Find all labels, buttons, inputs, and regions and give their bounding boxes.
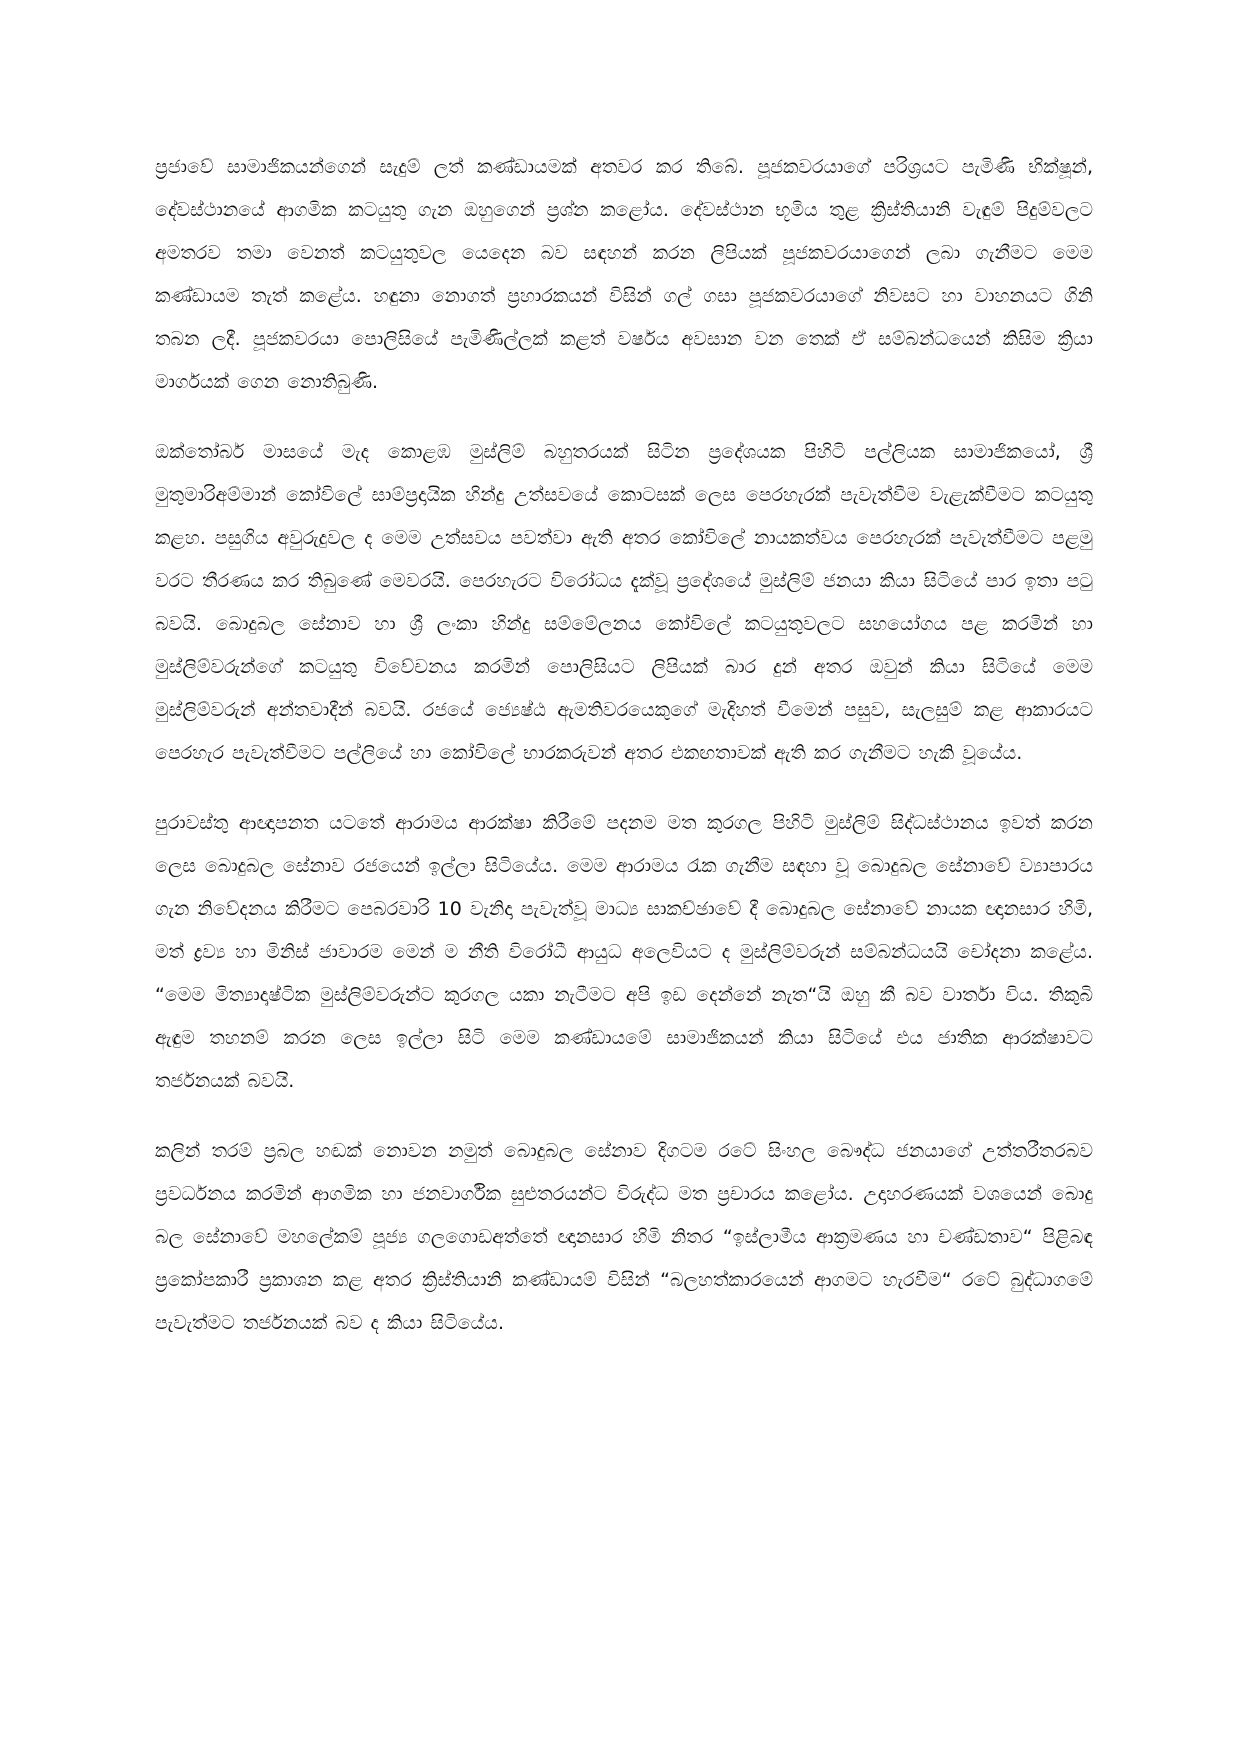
paragraph-temple-procession: ඔක්තෝබර් මාසයේ මැද කොළඹ මුස්ලිම් බහුතරයක් සිටින ප්‍රදේශයක පිහිටි පල්ලියක සාමාජිකයෝ, ශ්‍රී මුතුමාරිඅම්මාන් කෝවිලේ සාම්ප්‍රදායික හින්දු උත්සවයේ කොටසක් ලෙස පෙරහැරක් පැවැත්වීම වැළැක්වීමට කටයුතු කළහ. පසුගිය අවුරුදුවල ද මෙම උත්සවය පවත්වා ඇති අතර කෝවිලේ නායකත්වය පෙරහැරක් පැවැත්වීමට පළමු වරට තීරණය කර තිබුණේ මෙවරයි. පෙරහැරට විරෝධය දැක්වූ ප්‍රදේශයේ මුස්ලිම් ජනයා කියා සිටියේ පාර ඉතා පටු බවයි. බොදුබල සේනාව හා ශ්‍රී ලංකා හින්දු සම්මේලනය කෝවිලේ කටයුතුවලට සහයෝගය පළ කරමින් හා මුස්ලිම්වරුන්ගේ කටයුතු විවේචනය කරමින් පොලිසියට ලිපියක් බාර දුන් අතර ඔවුන් කියා සිටියේ මෙම මුස්ලිම්වරුන් අන්තවාදීන් බවයි. රජයේ ජ්‍යෙෂ්ඨ ඇමතිවරයෙකුගේ මැදිහත් වීමෙන් පසුව, සැලසුම් කළ ආකාරයට පෙරහැර පැවැත්වීමට පල්ලියේ හා කෝවිලේ භාරකරුවන් අතර එකඟතාවක් ඇති කර ගැනීමට හැකි වූයේය. bbox=[155, 441, 1093, 764]
paragraph-bbs-campaign: කලින් තරම් ප්‍රබල හඬක් නොවන නමුත් බොදුබල සේනාව දිගටම රටේ සිංහල බෞද්ධ ජනයාගේ උත්තරීතරබව ප්‍රවර්ධනය කරමින් ආගමික හා ජනවාර්ගික සුළුතරයන්ට විරුද්ධ මත ප්‍රචාරය කළෝය. උදාහරණයක් වශයෙන් බොදු බල සේනාවේ මහලේකම් පූජ්‍ය ගලගොඩඅත්තේ ඥානසාර හිමි නිතර “ඉස්ලාමීය ආක්‍රමණය හා චණ්ඩතාව“ පිළිබඳ ප්‍රකෝපකාරී ප්‍රකාශන කළ අතර ක්‍රිස්තියානි කණ්ඩායම් විසින් “බලහත්කාරයෙන් ආගමට හැරවීම“ රටේ බුද්ධාගමේ පැවැත්මට තර්ජනයක් බව ද කියා සිටියේය. bbox=[155, 1140, 1093, 1334]
paragraph-kuragala-shrine: පුරාවස්තු ආඥාපනත යටතේ ආරාමය ආරක්ෂා කිරීමේ පදනම මත කුරගල පිහිටි මුස්ලිම් සිද්ධස්ථානය ඉවත් කරන ලෙස බොදුබල සේනාව රජයෙන් ඉල්ලා සිටියේය. මෙම ආරාමය රැක ගැනීම සඳහා වූ බොදුබල සේනාවේ ව්‍යාපාරය ගැන නිවේදනය කිරීමට පෙබරවාරි 10 වැනිදා පැවැත්වූ මාධ්‍ය සාකච්ඡාවේ දී බොදුබල සේනාවේ නායක ඥානසාර හිමි, මත් ද්‍රව්‍ය හා මිනිස් ජාවාරම මෙන් ම නීති විරෝධී ආයුධ අලෙවියට ද මුස්ලිම්වරුන් සම්බන්ධයයි චෝදනා කළේය. “මෙම මිත්‍යාදෘෂ්ටික මුස්ලිම්වරුන්ට කුරගල යකා නැටීමට අපි ඉඩ දෙන්නේ නැත“යි ඔහු කී බව වාර්තා විය. තිකුබි ඇඳුම තහනම් කරන ලෙස ඉල්ලා සිටි මෙම කණ්ඩායමේ සාමාජිකයන් කියා සිටියේ එය ජාතික ආරක්ෂාවට තර්ජනයක් බවයි. bbox=[155, 812, 1093, 1092]
paragraph-priest-attack: ප්‍රජාවේ සාමාජිකයන්ගෙන් සැදුම් ලත් කණ්ඩායමක් අතවර කර තිබේ. පූජකවරයාගේ පරිශ්‍රයට පැමිණි භික්ෂූන්, දේවස්ථානයේ ආගමික කටයුතු ගැන ඔහුගෙන් ප්‍රශ්න කළෝය. දේවස්ථාන භූමිය තුළ ක්‍රිස්තියානි වැඳුම් පිදුම්වලට අමතරව තමා වෙනත් කටයුතුවල යෙදෙන බව සඳහන් කරන ලිපියක් පූජකවරයාගෙන් ලබා ගැනීමට මෙම කණ්ඩායම තැත් කළේය. හඳුනා නොගත් ප්‍රහාරකයන් විසින් ගල් ගසා පූජකවරයාගේ නිවසට හා වාහනයට ගිනි තබන ලදී. පූජකවරයා පොලිසියේ පැමිණිල්ලක් කළත් වර්ෂය අවසාන වන තෙක් ඒ සම්බන්ධයෙන් කිසිම ක්‍රියා මාර්ගයක් ගෙන නොතිබුණි. bbox=[155, 156, 1093, 393]
document-page bbox=[155, 146, 1093, 1345]
